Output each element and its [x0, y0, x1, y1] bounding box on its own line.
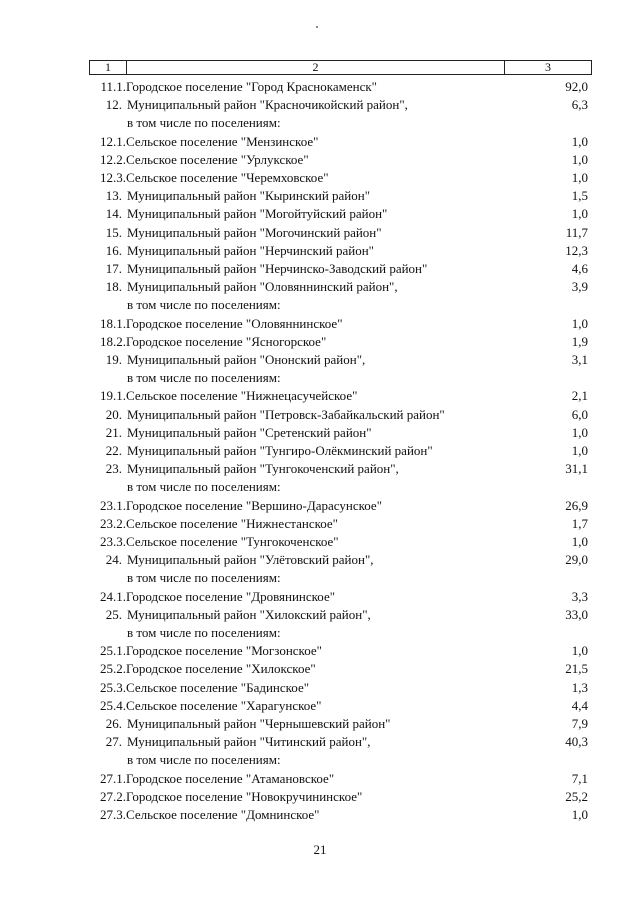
row-value: 1,0: [571, 315, 588, 331]
row-value: 3,9: [571, 279, 588, 295]
table-row: [0, 315, 640, 333]
row-number: 25.: [105, 606, 122, 622]
table-row: [0, 606, 640, 624]
row-name: Муниципальный район "Кыринский район": [127, 188, 371, 204]
row-name: Муниципальный район "Красночикойский район",: [127, 97, 408, 113]
row-number: 12.2.: [100, 151, 126, 167]
row-number: 23.3.: [100, 534, 126, 549]
row-value: 3,3: [571, 588, 588, 604]
row-number: 27.2.: [100, 788, 126, 804]
row-number: 12.1.: [100, 133, 126, 149]
table-header: [89, 60, 592, 75]
table-row: [0, 788, 640, 806]
row-name: Городское поселение "Город Краснокаменск": [126, 79, 377, 94]
table-row: [0, 569, 640, 587]
row-value: 4,4: [571, 697, 588, 713]
header-col-2: 2: [127, 61, 505, 74]
row-name: в том числе по поселениям:: [127, 297, 281, 313]
table-row: [0, 533, 640, 551]
row-name: в том числе по поселениям:: [127, 370, 281, 386]
row-number: 18.: [105, 279, 122, 295]
table-row: [0, 497, 640, 515]
header-col-1: 1: [90, 61, 127, 74]
row-name: Сельское поселение "Тунгокоченское": [126, 534, 339, 549]
row-name: Муниципальный район "Сретенский район": [127, 424, 372, 440]
row-name: Сельское поселение "Урлукское": [126, 151, 309, 167]
table-row: [0, 205, 640, 223]
row-name: Городское поселение "Дровянинское": [126, 588, 336, 604]
row-value: 1,0: [571, 206, 588, 222]
row-number: 14.: [105, 206, 122, 222]
table-row: [0, 114, 640, 132]
row-number: 27.3.: [100, 807, 126, 822]
table-row: [0, 278, 640, 296]
row-number: 25.4.: [100, 697, 126, 713]
table-row: [0, 551, 640, 569]
row-number: 21.: [105, 424, 122, 440]
row-number: 23.: [105, 461, 122, 477]
table-row: [0, 242, 640, 260]
row-name: Городское поселение "Новокручининское": [126, 788, 363, 804]
row-name: Муниципальный район "Тунгокоченский район",: [127, 461, 399, 477]
row-number: 22.: [105, 443, 122, 458]
row-name: Сельское поселение "Мензинское": [126, 133, 319, 149]
row-value: 6,0: [571, 406, 588, 422]
table-row: [0, 351, 640, 369]
table-row: [0, 187, 640, 205]
table-row: [0, 333, 640, 351]
row-value: 1,3: [571, 679, 588, 695]
row-name: в том числе по поселениям:: [127, 625, 281, 640]
row-name: Сельское поселение "Нижнестанское": [126, 515, 338, 531]
row-name: Муниципальный район "Нерчинско-Заводский район": [127, 261, 428, 276]
table-row: [0, 78, 640, 96]
row-name: Городское поселение "Ясногорское": [126, 333, 327, 349]
row-name: Муниципальный район "Чернышевский район": [127, 716, 391, 731]
table-row: [0, 679, 640, 697]
table-row: [0, 478, 640, 496]
table-row: [0, 588, 640, 606]
row-number: 24.1.: [100, 588, 126, 604]
table-row: [0, 460, 640, 478]
table-row: [0, 151, 640, 169]
row-value: 7,1: [571, 770, 588, 786]
row-name: Сельское поселение "Черемховское": [126, 170, 329, 185]
header-col-3: 3: [545, 60, 551, 74]
table-row: [0, 169, 640, 187]
table-row: [0, 515, 640, 533]
table-row: [0, 751, 640, 769]
row-value: 3,1: [571, 352, 588, 367]
row-number: 26.: [105, 716, 122, 731]
row-name: Сельское поселение "Бадинское": [126, 679, 310, 695]
row-value: 1,0: [571, 643, 588, 659]
row-name: Муниципальный район "Улётовский район",: [127, 552, 374, 568]
row-number: 20.: [105, 406, 122, 422]
row-name: Городское поселение "Атамановское": [126, 770, 335, 786]
table-row: [0, 642, 640, 660]
table-row: [0, 424, 640, 442]
row-value: 12,3: [565, 242, 588, 258]
row-value: 1,0: [571, 133, 588, 149]
table-row: [0, 660, 640, 678]
row-value: 7,9: [571, 716, 588, 731]
row-name: Муниципальный район "Ононский район",: [127, 352, 366, 367]
table-row: [0, 260, 640, 278]
row-value: 2,1: [571, 388, 588, 404]
table-row: [0, 96, 640, 114]
row-name: Муниципальный район "Могочинский район": [127, 224, 382, 240]
scan-speck: [316, 26, 318, 28]
row-number: 18.1.: [100, 315, 126, 331]
row-value: 1,7: [571, 515, 588, 531]
row-value: 1,0: [571, 424, 588, 440]
row-number: 25.2.: [100, 661, 126, 677]
row-number: 15.: [105, 224, 122, 240]
row-number: 27.: [105, 734, 122, 750]
table-row: [0, 296, 640, 314]
row-value: 40,3: [565, 734, 588, 750]
row-name: Муниципальный район "Нерчинский район": [127, 242, 374, 258]
row-value: 92,0: [565, 79, 588, 94]
row-number: 27.1.: [100, 770, 126, 786]
row-value: 21,5: [565, 661, 588, 677]
table-row: [0, 442, 640, 460]
row-name: Сельское поселение "Нижнецасучейское": [126, 388, 358, 404]
row-name: в том числе по поселениям:: [127, 479, 281, 495]
row-value: 1,0: [571, 807, 588, 822]
table-row: [0, 806, 640, 824]
row-value: 26,9: [565, 497, 588, 513]
row-name: Муниципальный район "Петровск-Забайкальский район": [127, 406, 445, 422]
row-name: Городское поселение "Вершино-Дарасунское": [126, 497, 383, 513]
row-name: Городское поселение "Хилокское": [126, 661, 316, 677]
row-value: 6,3: [571, 97, 588, 113]
row-number: 11.1.: [100, 79, 126, 94]
row-number: 16.: [105, 242, 122, 258]
table-row: [0, 133, 640, 151]
row-number: 19.: [105, 352, 122, 367]
row-number: 19.1.: [100, 388, 126, 404]
row-name: Муниципальный район "Читинский район",: [127, 734, 371, 750]
row-value: 31,1: [565, 461, 588, 477]
row-name: Городское поселение "Могзонское": [126, 643, 322, 659]
row-name: Городское поселение "Оловяннинское": [126, 315, 343, 331]
row-number: 25.3.: [100, 679, 126, 695]
row-value: 1,0: [571, 443, 588, 458]
row-number: 12.: [105, 97, 122, 113]
row-value: 1,0: [571, 534, 588, 549]
row-name: Муниципальный район "Хилокский район",: [127, 606, 371, 622]
row-value: 11,7: [565, 224, 588, 240]
table-row: [0, 406, 640, 424]
row-number: 23.1.: [100, 497, 126, 513]
row-name: Муниципальный район "Тунгиро-Олёкминский район": [127, 443, 433, 458]
row-number: 12.3.: [100, 170, 126, 185]
row-name: Сельское поселение "Домнинское": [126, 807, 320, 822]
row-value: 1,9: [571, 333, 588, 349]
row-number: 24.: [105, 552, 122, 568]
table-row: [0, 733, 640, 751]
table-row: [0, 715, 640, 733]
table-row: [0, 697, 640, 715]
row-value: 29,0: [565, 552, 588, 568]
row-number: 13.: [105, 188, 122, 204]
row-name: Муниципальный район "Оловяннинский район",: [127, 279, 398, 295]
row-name: Муниципальный район "Могойтуйский район": [127, 206, 388, 222]
table-row: [0, 624, 640, 642]
row-name: в том числе по поселениям:: [127, 115, 281, 131]
row-number: 25.1.: [100, 643, 126, 659]
row-number: 23.2.: [100, 515, 126, 531]
row-number: 17.: [105, 261, 122, 276]
row-number: 18.2.: [100, 333, 126, 349]
row-value: 1,0: [571, 151, 588, 167]
row-value: 33,0: [565, 606, 588, 622]
row-value: 25,2: [565, 788, 588, 804]
row-value: 1,0: [571, 170, 588, 185]
row-name: в том числе по поселениям:: [127, 570, 281, 586]
table-row: [0, 770, 640, 788]
row-value: 4,6: [571, 261, 588, 276]
table-row: [0, 369, 640, 387]
row-value: 1,5: [571, 188, 588, 204]
page-number: 21: [313, 842, 327, 857]
table-row: [0, 387, 640, 405]
table-row: [0, 224, 640, 242]
row-name: в том числе по поселениям:: [127, 752, 281, 768]
row-name: Сельское поселение "Харагунское": [126, 697, 322, 713]
